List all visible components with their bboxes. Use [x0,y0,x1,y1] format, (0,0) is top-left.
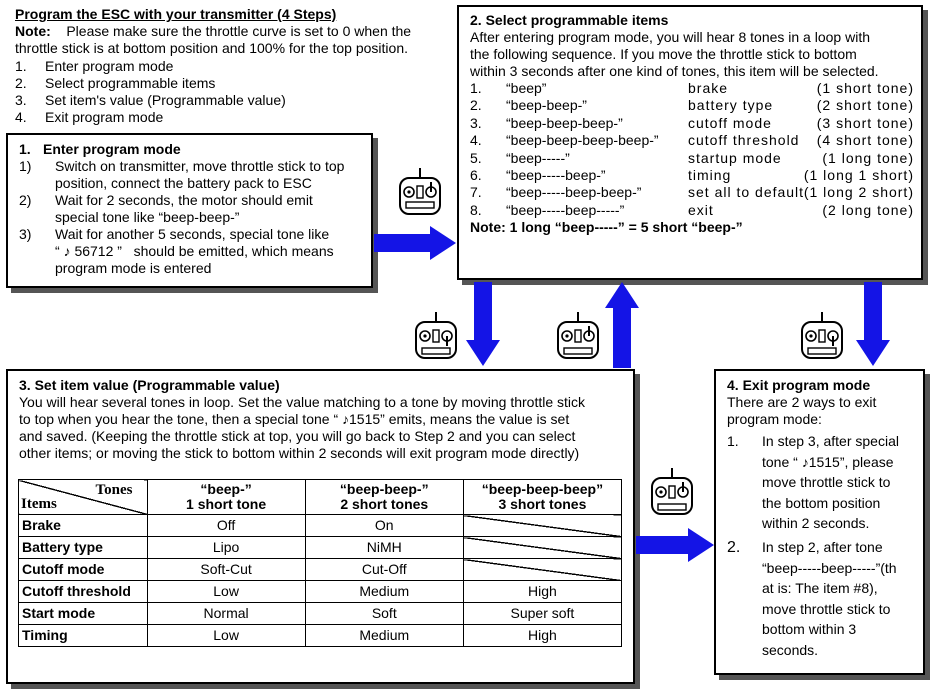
table-row [19,537,622,559]
exit-way-line: “beep-----beep-----”(th [762,559,897,576]
tone-item: timing [688,167,732,183]
step1-title: 1. Enter program mode [19,141,181,157]
transmitter-stick-bottom-icon [798,310,846,362]
empty-cell [463,515,621,537]
table-body [19,515,622,647]
tone-count: (1 short tone) [816,80,914,96]
tone-item: startup mode [688,149,782,166]
step4-desc: There are 2 ways to exit [727,394,877,410]
intro-step: 1. Enter program mode [15,58,174,74]
table-cell: Off [147,515,305,537]
step4-title: 4. Exit program mode [727,377,871,393]
exit-way-line: within 2 seconds. [762,515,870,532]
exit-way-line: In step 2, after tone [762,539,883,555]
tone-num: 1. [470,80,482,96]
tone-count: (1 long 2 short) [803,184,914,201]
row-label: Brake [19,515,148,537]
empty-cell [463,537,621,559]
table-header-cell: “beep-beep-” 2 short tones [305,480,463,515]
transmitter-stick-top-icon [648,466,696,518]
table-corner-cell [19,480,148,515]
step4-desc: program mode: [727,411,822,427]
table-cell: Low [147,581,305,603]
table-cell: Soft [305,603,463,625]
corner-tones-label: Tones [95,482,133,498]
step3-desc: to top when you hear the tone, then a special tone “ ♪1515” emits, means the value is set [19,411,570,427]
exit-way-line: move throttle stick to [762,474,891,491]
step1-item: 3) Wait for another 5 seconds, special tone like [19,226,330,242]
arrow-step1-to-step2 [374,226,458,260]
step2-desc: the following sequence. If you move the throttle stick to bottom [470,46,857,62]
special-tone-notation: “ ♪ 56712 ” [55,243,122,259]
exit-way-line: bottom within 3 [762,621,857,638]
tone-item: cutoff mode [688,114,772,131]
exit-way-line: In step 3, after special [762,433,899,449]
step3-desc: and saved. (Keeping the throttle stick at top, you will go back to Step 2 and you can select [19,428,576,444]
tone-item: set all to default [688,184,805,201]
step1-item-cont: program mode is entered [55,260,212,276]
table-cell: On [305,515,463,537]
step1-item: 2) Wait for 2 seconds, the motor should emit [19,192,313,208]
row-label: Cutoff threshold [19,581,148,603]
table-cell: Normal [147,603,305,625]
tone-num: 6. [470,167,482,183]
table-cell: Soft-Cut [147,559,305,581]
step1-item-cont: “ ♪ 56712 ” should be emitted, which means [55,243,334,259]
exit-way-num: 1. [727,433,739,449]
tone-num: 5. [470,149,482,166]
table-cell: High [463,581,621,603]
table-cell: Medium [305,581,463,603]
programmable-values-table [18,479,622,647]
step2-desc: within 3 seconds after one kind of tones, this item will be selected. [470,63,879,79]
tone-count: (2 short tone) [816,97,914,114]
intro-step: 3. Set item's value (Programmable value) [15,92,286,108]
transmitter-stick-top-icon [396,166,444,218]
note-line-2: throttle stick is at bottom position and 100% for the top position. [15,40,408,56]
step3-desc: You will hear several tones in loop. Set the value matching to a tone by moving throttle stick [19,394,586,410]
tone-num: 4. [470,132,482,149]
row-label: Start mode [19,603,148,625]
step2-title: 2. Select programmable items [470,12,669,28]
tone-num: 7. [470,184,482,201]
step2-box [457,5,923,280]
tone-num: 3. [470,114,482,131]
step1-item-cont: special tone like “beep-beep-” [55,209,240,225]
table-cell: Medium [305,625,463,647]
table-row [19,625,622,647]
transmitter-stick-bottom-icon [412,310,460,362]
step1-box [6,133,373,288]
arrow-step3-to-step2 [605,282,639,368]
exit-way-line: move throttle stick to [762,600,891,617]
transmitter-stick-top-icon [554,310,602,362]
tone-sound: “beep-beep-” [506,97,587,114]
arrow-step2-to-step4 [856,282,890,368]
exit-way-num: 2. [727,539,741,556]
note-line-1 [15,23,411,40]
exit-way-line: seconds. [762,642,819,658]
tone-num: 8. [470,201,482,218]
intro-step: 4. Exit program mode [15,109,164,125]
tone-sound: “beep-beep-beep-beep-” [506,132,659,149]
step4-box [714,369,925,675]
tone-item: battery type [688,97,774,114]
table-row [19,515,622,537]
tone-item: cutoff threshold [688,132,800,149]
table-cell: High [463,625,621,647]
table-cell: Super soft [463,603,621,625]
tone-item: exit [688,201,714,218]
step2-desc: After entering program mode, you will hear 8 tones in a loop with [470,29,870,45]
row-label: Timing [19,625,148,647]
tone-sound: “beep-beep-beep-” [506,114,623,131]
exit-way-line: at is: The item #8), [762,580,878,597]
table-header-cell: “beep-” 1 short tone [147,480,305,515]
tone-sound: “beep-----” [506,149,570,166]
note-text-1: Please make sure the throttle curve is set to 0 when the [66,23,412,39]
table-cell: Lipo [147,537,305,559]
tone-sound: “beep-----beep-beep-” [506,184,642,201]
arrow-step2-to-step3 [466,282,500,368]
tone-count: (2 long tone) [822,201,914,218]
table-row [19,603,622,625]
row-label: Battery type [19,537,148,559]
step2-note: Note: 1 long “beep-----” = 5 short “beep-” [470,219,743,235]
table-row [19,559,622,581]
step3-desc: other items; or moving the stick to bottom within 2 seconds will exit program mode directly) [19,445,580,461]
empty-cell [463,559,621,581]
exit-way-line: the bottom position [762,494,881,511]
step1-item: 1) Switch on transmitter, move throttle stick to top [19,158,345,174]
step1-item-cont: position, connect the battery pack to ESC [55,175,312,191]
note-label: Note: [15,23,51,39]
tone-count: (3 short tone) [816,114,914,131]
table-header-row [19,480,622,515]
tone-item: brake [688,80,729,96]
intro-step: 2. Select programmable items [15,75,216,91]
table-row [19,581,622,603]
tone-sound: “beep” [506,80,547,96]
table-header-cell: “beep-beep-beep” 3 short tones [463,480,621,515]
row-label: Cutoff mode [19,559,148,581]
tone-count: (1 long tone) [822,149,914,166]
step3-title: 3. Set item value (Programmable value) [19,377,280,393]
table-cell: Low [147,625,305,647]
tone-sound: “beep-----beep-” [506,167,606,183]
table-cell: Cut-Off [305,559,463,581]
tone-sound: “beep-----beep-----” [506,201,625,218]
arrow-step3-to-step4 [636,528,716,562]
tone-count: (4 short tone) [816,132,914,149]
corner-items-label: Items [21,496,57,512]
tone-num: 2. [470,97,482,114]
tone-count: (1 long 1 short) [803,167,914,183]
page-title: Program the ESC with your transmitter (4 Steps) [15,6,337,22]
table-cell: NiMH [305,537,463,559]
exit-way-line: tone “ ♪1515”, please [762,453,894,470]
